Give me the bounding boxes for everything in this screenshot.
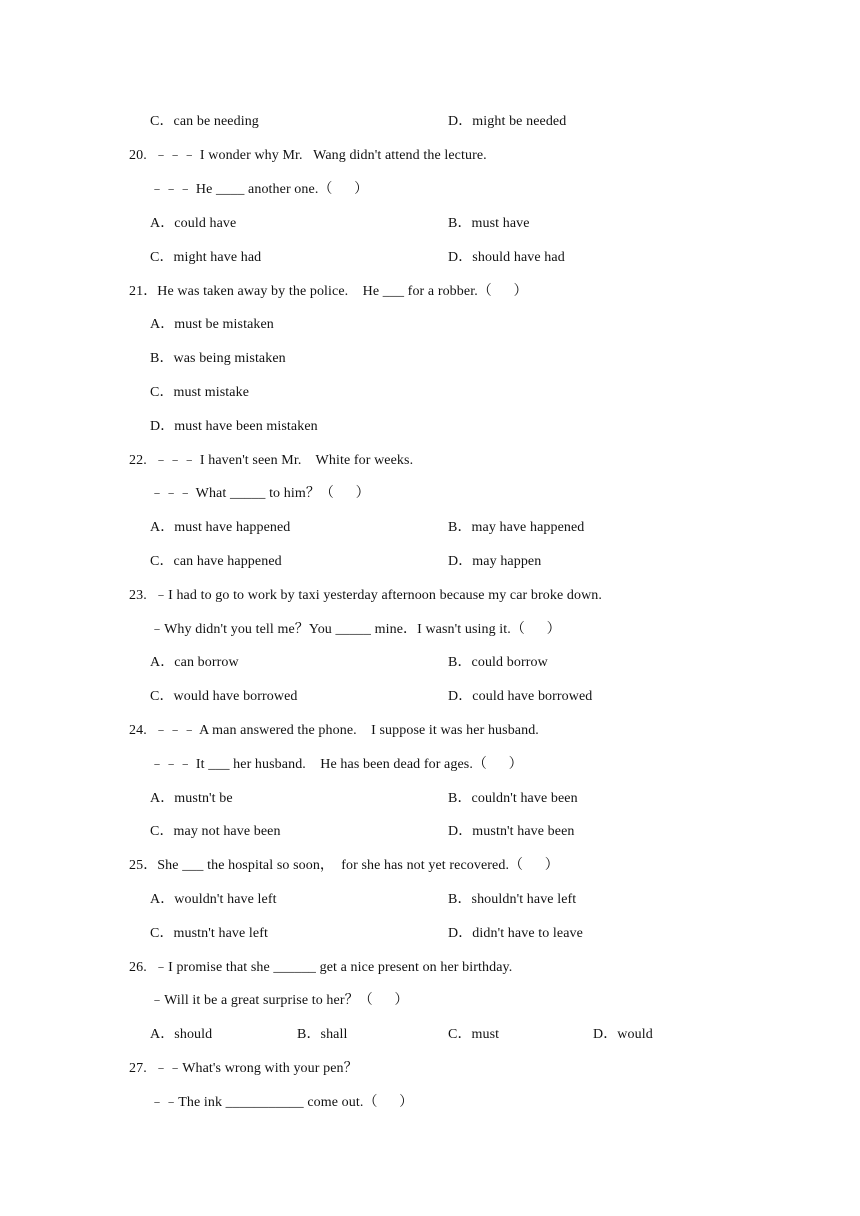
question-24-option-a: A．mustn't be <box>150 791 233 806</box>
question-26-stem: 26. ﹣I promise that she ______ get a nice present on her birthday. <box>129 960 513 975</box>
question-24-reply: ﹣﹣﹣ It ___ her husband. He has been dead for ages.（ ） <box>150 757 523 772</box>
question-23-option-b: B．could borrow <box>448 655 548 670</box>
question-25-option-a: A．wouldn't have left <box>150 892 277 907</box>
question-26-option-a: A．should <box>150 1027 213 1042</box>
question-27-reply: ﹣﹣The ink ___________ come out.（ ） <box>150 1095 414 1110</box>
question-22-option-b: B．may have happened <box>448 520 585 535</box>
question-26-option-d: D．would <box>593 1027 653 1042</box>
option-d: D．might be needed <box>448 114 567 129</box>
question-22-option-d: D．may happen <box>448 554 542 569</box>
question-23-option-a: A．can borrow <box>150 655 239 670</box>
question-21-option-c: C．must mistake <box>150 385 250 400</box>
question-25-option-d: D．didn't have to leave <box>448 926 583 941</box>
option-c: C．can be needing <box>150 114 259 129</box>
question-20-option-a: A．could have <box>150 216 237 231</box>
question-25-option-c: C．mustn't have left <box>150 926 268 941</box>
question-20-stem: 20. ﹣﹣﹣ I wonder why Mr. Wang didn't attend the lecture. <box>129 148 487 163</box>
question-26-reply: ﹣Will it be a great surprise to her？（ ） <box>150 993 409 1008</box>
question-24-stem: 24. ﹣﹣﹣ A man answered the phone. I suppose it was her husband. <box>129 723 539 738</box>
question-20-reply: ﹣﹣﹣ He ____ another one.（ ） <box>150 182 369 197</box>
question-20-option-d: D．should have had <box>448 250 565 265</box>
question-20-option-c: C．might have had <box>150 250 262 265</box>
question-22-option-c: C．can have happened <box>150 554 282 569</box>
question-20-option-b: B．must have <box>448 216 530 231</box>
question-22-reply: ﹣﹣﹣ What _____ to him？（ ） <box>150 486 370 501</box>
question-23-reply: ﹣Why didn't you tell me？You _____ mine．I wasn't using it.（ ） <box>150 622 561 637</box>
question-26-option-c: C．must <box>448 1027 500 1042</box>
question-25-stem: 25．She ___ the hospital so soon， for she has not yet recovered.（ ） <box>129 858 559 873</box>
question-26-option-b: B．shall <box>297 1027 348 1042</box>
question-24-option-d: D．mustn't have been <box>448 824 575 839</box>
question-21-stem: 21．He was taken away by the police. He ___ for a robber.（ ） <box>129 284 528 299</box>
question-21-option-d: D．must have been mistaken <box>150 419 318 434</box>
question-25-option-b: B．shouldn't have left <box>448 892 577 907</box>
question-24-option-b: B．couldn't have been <box>448 791 578 806</box>
question-23-option-d: D．could have borrowed <box>448 689 593 704</box>
question-22-option-a: A．must have happened <box>150 520 291 535</box>
question-23-option-c: C．would have borrowed <box>150 689 298 704</box>
question-21-option-b: B．was being mistaken <box>150 351 286 366</box>
question-22-stem: 22. ﹣﹣﹣ I haven't seen Mr. White for weeks. <box>129 453 414 468</box>
question-23-stem: 23. ﹣I had to go to work by taxi yesterday afternoon because my car broke down. <box>129 588 602 603</box>
question-24-option-c: C．may not have been <box>150 824 281 839</box>
question-21-option-a: A．must be mistaken <box>150 317 274 332</box>
question-27-stem: 27. ﹣﹣What's wrong with your pen？ <box>129 1061 358 1076</box>
